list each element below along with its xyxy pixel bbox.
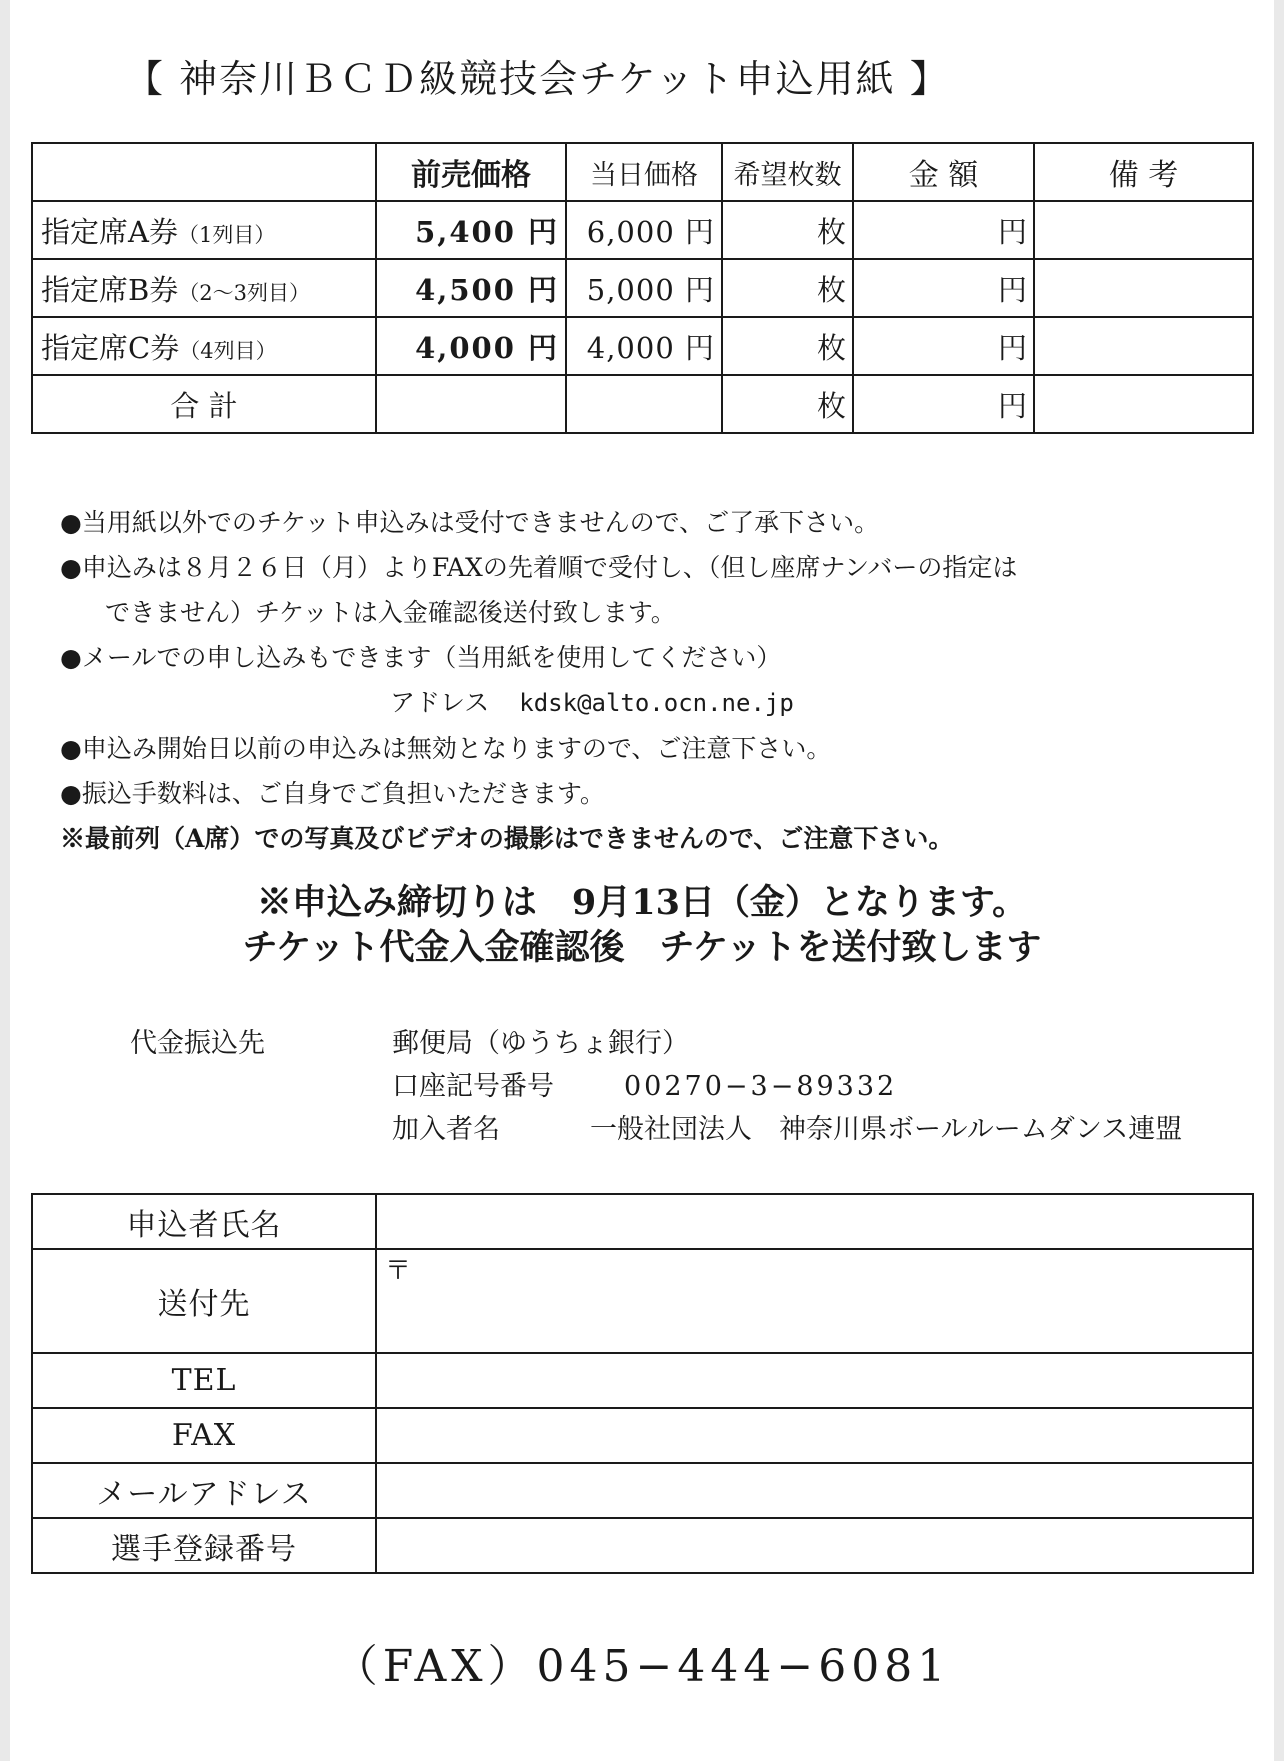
photo-warning: ※最前列（A席）での写真及びビデオの撮影はできませんので、ご注意下さい。 [60, 824, 954, 853]
applicant-name-label: 申込者氏名 [32, 1194, 376, 1249]
header-sameday: 当日価格 [566, 143, 722, 201]
fax-number: （FAX）045−444−6081 [333, 1641, 951, 1692]
notes-section [60, 500, 1240, 861]
tel-field[interactable] [376, 1353, 1253, 1408]
email-address-link[interactable]: kdsk@alto.ocn.ne.jp [519, 689, 794, 717]
address-field[interactable] [376, 1249, 1253, 1353]
table-row [32, 201, 1253, 259]
form-row [32, 1463, 1253, 1518]
account-number: 00270−3−89332 [624, 1071, 898, 1102]
quantity-field[interactable]: 枚 [722, 201, 853, 259]
amount-field[interactable]: 円 [853, 317, 1034, 375]
seat-rows: （1列目） [177, 222, 276, 247]
presale-price: 5,400 円 [376, 201, 566, 259]
total-presale-blank [376, 375, 566, 433]
total-label: 合 計 [32, 375, 376, 433]
tel-label: TEL [32, 1353, 376, 1408]
fax-field[interactable] [376, 1408, 1253, 1463]
holder-name: 一般社団法人 神奈川県ボールルームダンス連盟 [590, 1114, 1183, 1145]
seat-rows: （4列目） [179, 338, 277, 363]
seat-rows: （2〜3列目） [178, 280, 311, 305]
remarks-field[interactable] [1034, 259, 1253, 317]
total-row [32, 375, 1253, 433]
deadline-line: ※申込み締切りは 9月13日（金）となります。 [256, 882, 1028, 923]
form-row [32, 1249, 1253, 1353]
seat-name: 指定席C券 [41, 330, 180, 365]
applicant-name-field[interactable] [376, 1194, 1253, 1249]
presale-price: 4,500 円 [376, 259, 566, 317]
price-table [31, 142, 1254, 434]
form-row [32, 1353, 1253, 1408]
remarks-field[interactable] [1034, 317, 1253, 375]
total-amount-field[interactable]: 円 [853, 375, 1034, 433]
form-row [32, 1194, 1253, 1249]
note: ●申込み開始日以前の申込みは無効となりますので、ご注意下さい。 [60, 734, 832, 763]
presale-price: 4,000 円 [376, 317, 566, 375]
registration-number-field[interactable] [376, 1518, 1253, 1573]
sameday-price: 4,000 円 [566, 317, 722, 375]
seat-name: 指定席B券 [41, 272, 179, 307]
table-row [32, 259, 1253, 317]
sameday-price: 5,000 円 [566, 259, 722, 317]
address-label: 送付先 [32, 1249, 376, 1353]
form-row [32, 1518, 1253, 1573]
seat-label [32, 201, 376, 259]
email-field-label: メールアドレス [32, 1463, 376, 1518]
table-row [32, 317, 1253, 375]
seat-label [32, 317, 376, 375]
note: ●当用紙以外でのチケット申込みは受付できませんので、ご了承下さい。 [60, 508, 880, 537]
remarks-field[interactable] [1034, 201, 1253, 259]
note: できません）チケットは入金確認後送付致します。 [105, 598, 676, 627]
deadline-notice [10, 880, 1274, 970]
total-sameday-blank [566, 375, 722, 433]
quantity-field[interactable]: 枚 [722, 259, 853, 317]
header-presale: 前売価格 [376, 143, 566, 201]
applicant-form [31, 1193, 1254, 1574]
form-row [32, 1408, 1253, 1463]
amount-field[interactable]: 円 [853, 201, 1034, 259]
holder-line [392, 1108, 1182, 1151]
note: ●申込みは８月２６日（月）よりFAXの先着順で受付し、（但し座席ナンバーの指定は [60, 553, 1018, 582]
price-table-header [32, 143, 1253, 201]
sameday-price: 6,000 円 [566, 201, 722, 259]
postal-mark: 〒 [385, 1256, 412, 1286]
total-remarks-field[interactable] [1034, 375, 1253, 433]
amount-field[interactable]: 円 [853, 259, 1034, 317]
seat-name: 指定席A券 [41, 214, 178, 249]
seat-label [32, 259, 376, 317]
header-quantity: 希望枚数 [722, 143, 853, 201]
header-blank [32, 143, 376, 201]
holder-label: 加入者名 [392, 1114, 500, 1145]
note: ●振込手数料は、ご自身でご負担いただきます。 [60, 779, 605, 808]
bank-name: 郵便局（ゆうちょ銀行） [392, 1028, 689, 1059]
email-label: アドレス [390, 688, 490, 717]
form-page [10, 0, 1274, 1761]
registration-number-label: 選手登録番号 [32, 1518, 376, 1573]
deadline-line: チケット代金入金確認後 チケットを送付致します [242, 927, 1042, 968]
note: ●メールでの申し込みもできます（当用紙を使用してください） [60, 643, 782, 672]
bank-label: 代金振込先 [130, 1028, 265, 1059]
email-field[interactable] [376, 1463, 1253, 1518]
account-label: 口座記号番号 [392, 1071, 554, 1102]
fax-label: FAX [32, 1408, 376, 1463]
page-title: 【 神奈川ＢＣＤ級競技会チケット申込用紙 】 [125, 57, 950, 101]
email-address-line [60, 680, 1240, 726]
quantity-field[interactable]: 枚 [722, 317, 853, 375]
account-line [392, 1065, 1182, 1108]
header-amount: 金 額 [853, 143, 1034, 201]
header-remarks: 備 考 [1034, 143, 1253, 201]
total-quantity-field[interactable]: 枚 [722, 375, 853, 433]
